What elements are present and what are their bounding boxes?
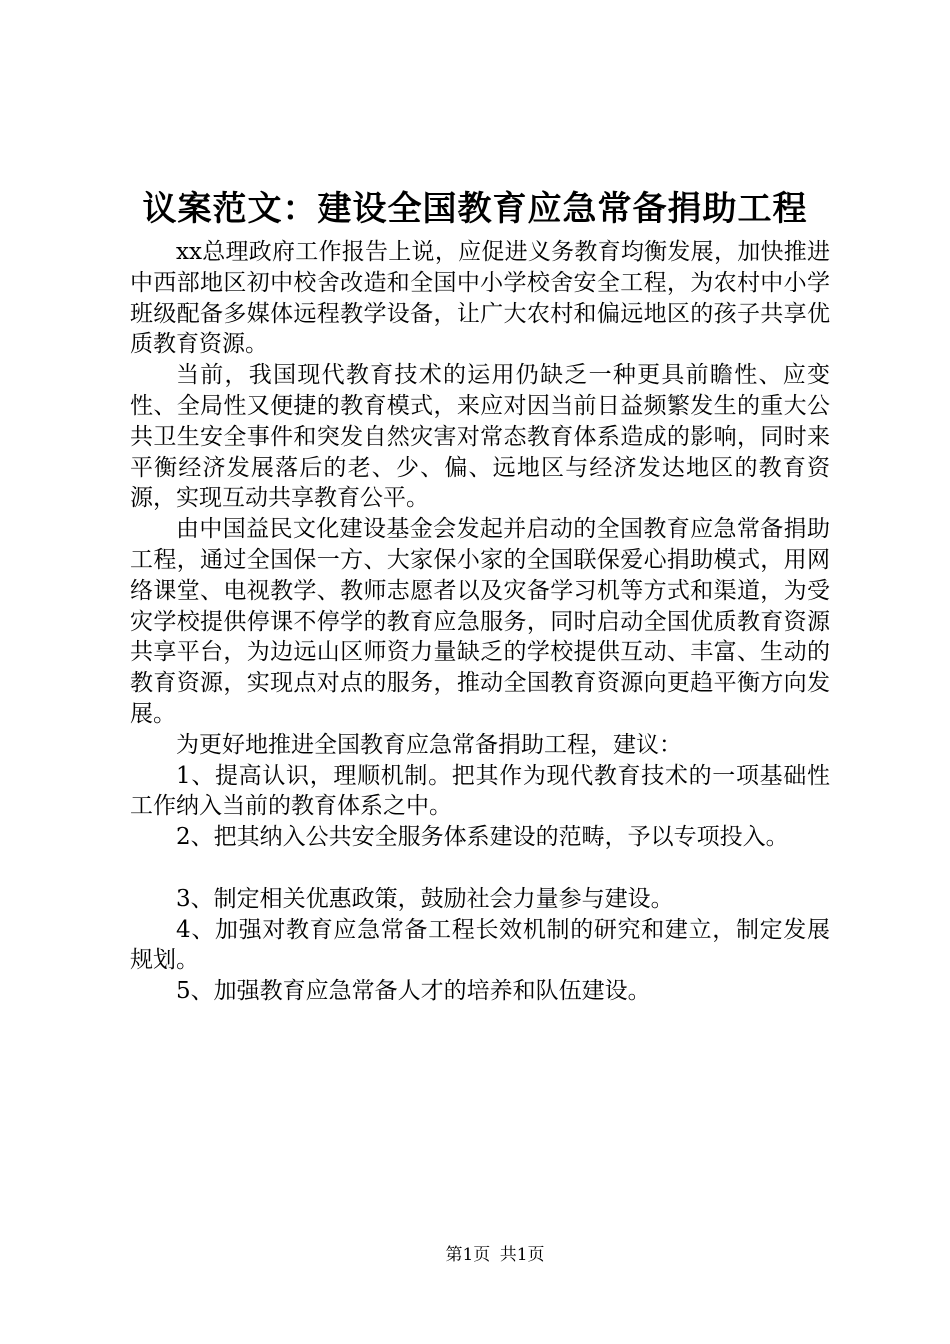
blank-line: [130, 853, 830, 884]
paragraph-project-description: 由中国益民文化建设基金会发起并启动的全国教育应急常备捐助工程，通过全国保一方、大家保小家的全国联保爱心捐助模式，用网络课堂、电视教学、教师志愿者以及灾备学习机等方式和渠道，为受灾学校提供停课不停学的教育应急服务，同时启动全国优质教育资源共享平台，为边远山区师资力量缺乏的学校提供互动、丰富、生动的教育资源，实现点对点的服务，推动全国教育资源向更趋平衡方向发展。: [130, 516, 830, 727]
page-total: 共1页: [499, 1245, 545, 1265]
suggestion-item-4: 4、加强对教育应急常备工程长效机制的研究和建立，制定发展规划。: [130, 916, 830, 974]
suggestion-item-3: 3、制定相关优惠政策，鼓励社会力量参与建设。: [176, 885, 674, 912]
document-body: [130, 237, 830, 1007]
paragraph-intro: xx总理政府工作报告上说，应促进义务教育均衡发展，加快推进中西部地区初中校舍改造和全国中小学校舍安全工程，为农村中小学班级配备多媒体远程教学设备，让广大农村和偏远地区的孩子共享优质教育资源。: [130, 239, 830, 358]
paragraph-suggestion-lead: 为更好地推进全国教育应急常备捐助工程，建议：: [176, 731, 682, 758]
suggestion-item-5: 5、加强教育应急常备人才的培养和队伍建设。: [176, 978, 651, 1005]
suggestion-item-1: 1、提高认识，理顺机制。把其作为现代教育技术的一项基础性工作纳入当前的教育体系之中。: [130, 762, 830, 820]
document-title: 议案范文：建设全国教育应急常备捐助工程: [142, 189, 808, 229]
page-footer: [0, 1244, 950, 1266]
page-number: 第1页: [445, 1245, 491, 1265]
paragraph-current-situation: 当前，我国现代教育技术的运用仍缺乏一种更具前瞻性、应变性、全局性又便捷的教育模式，来应对因当前日益频繁发生的重大公共卫生安全事件和突发自然灾害对常态教育体系造成的影响，同时来平衡经济发展落后的老、少、偏、远地区与经济发达地区的教育资源，实现互动共享教育公平。: [130, 362, 830, 512]
suggestion-item-2: 2、把其纳入公共安全服务体系建设的范畴，予以专项投入。: [176, 824, 789, 851]
